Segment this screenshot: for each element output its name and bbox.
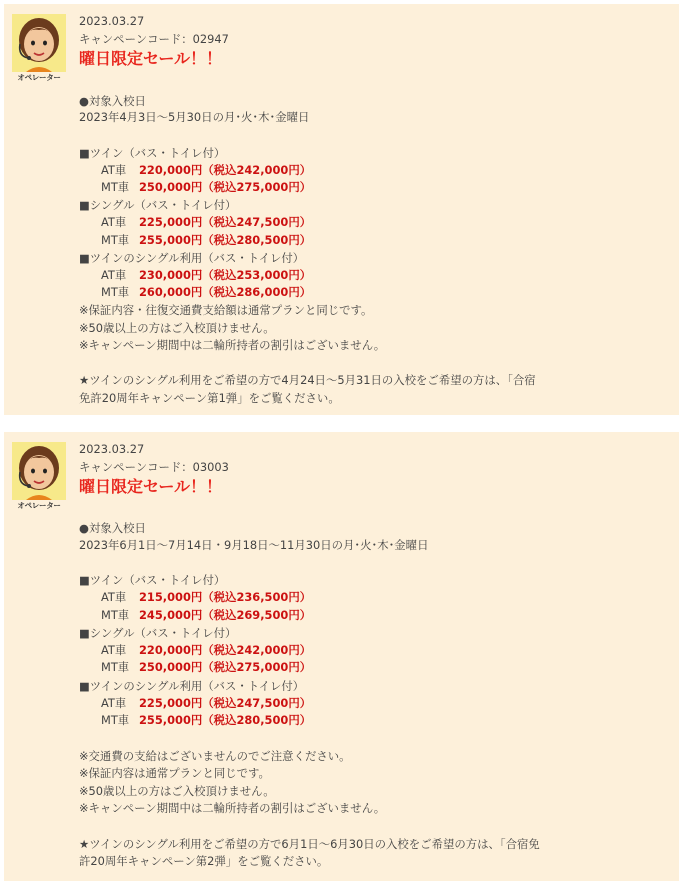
campaign-title: 曜日限定セール！！ xyxy=(79,477,223,496)
price-row xyxy=(101,163,311,177)
operator-face-icon xyxy=(12,14,66,72)
campaign-date: 2023.03.27 xyxy=(79,442,145,456)
car-type: MT車 xyxy=(101,608,130,622)
price-row xyxy=(101,608,311,622)
footer-note: 免許20周年キャンペーン第1弾」をご覧ください。 xyxy=(79,391,340,405)
operator-label: オペレーター xyxy=(17,501,61,510)
price-value: 255,000円（税込280,500円） xyxy=(139,233,312,247)
operator-label: オペレーター xyxy=(17,73,61,82)
price-row xyxy=(101,713,311,727)
car-type: AT車 xyxy=(101,215,127,229)
target-heading: ●対象入校日 xyxy=(79,94,146,108)
price-value: 250,000円（税込275,000円） xyxy=(139,660,312,674)
price-value: 225,000円（税込247,500円） xyxy=(139,696,312,710)
price-row xyxy=(101,268,311,282)
operator-avatar xyxy=(12,14,66,80)
price-row xyxy=(101,180,311,194)
note: ※保証内容・往復交通費支給額は通常プランと同じです。 xyxy=(79,303,373,317)
price-row xyxy=(101,590,311,604)
operator-face-icon xyxy=(12,442,66,500)
footer-note: ★ツインのシングル利用をご希望の方で6月1日～6月30日の入校をご希望の方は、「合宿免 xyxy=(79,837,540,851)
note: ※キャンペーン期間中は二輪所持者の割引はございません。 xyxy=(79,338,386,352)
price-row xyxy=(101,696,311,710)
note: ※交通費の支給はございませんのでご注意ください。 xyxy=(79,749,351,763)
car-type: MT車 xyxy=(101,233,130,247)
plan-name: ■シングル（バス・トイレ付） xyxy=(79,626,237,640)
campaign-date: 2023.03.27 xyxy=(79,14,145,28)
price-value: 225,000円（税込247,500円） xyxy=(139,215,312,229)
car-type: AT車 xyxy=(101,643,127,657)
plan-name: ■ツインのシングル利用（バス・トイレ付） xyxy=(79,251,305,265)
price-value: 220,000円（税込242,000円） xyxy=(139,643,312,657)
target-dates: 2023年4月3日～5月30日の月･火･木･金曜日 xyxy=(79,110,310,124)
price-value: 230,000円（税込253,000円） xyxy=(139,268,312,282)
campaign-title: 曜日限定セール！！ xyxy=(79,49,223,68)
price-value: 245,000円（税込269,500円） xyxy=(139,608,312,622)
car-type: MT車 xyxy=(101,180,130,194)
plan-name: ■シングル（バス・トイレ付） xyxy=(79,198,237,212)
footer-note: 許20周年キャンペーン第2弾」をご覧ください。 xyxy=(79,854,329,868)
car-type: MT車 xyxy=(101,713,130,727)
plan-name: ■ツイン（バス・トイレ付） xyxy=(79,573,226,587)
price-row xyxy=(101,660,311,674)
plan-name: ■ツインのシングル利用（バス・トイレ付） xyxy=(79,679,305,693)
campaign-card xyxy=(4,432,679,881)
price-row xyxy=(101,285,311,299)
price-value: 260,000円（税込286,000円） xyxy=(139,285,312,299)
campaign-card xyxy=(4,4,679,415)
price-value: 255,000円（税込280,500円） xyxy=(139,713,312,727)
car-type: MT車 xyxy=(101,285,130,299)
price-value: 220,000円（税込242,000円） xyxy=(139,163,312,177)
note: ※50歳以上の方はご入校頂けません。 xyxy=(79,784,275,798)
car-type: AT車 xyxy=(101,163,127,177)
campaign-code: キャンペーンコード：03003 xyxy=(79,460,229,474)
car-type: AT車 xyxy=(101,696,127,710)
price-value: 215,000円（税込236,500円） xyxy=(139,590,312,604)
target-heading: ●対象入校日 xyxy=(79,521,146,535)
campaign-code: キャンペーンコード：02947 xyxy=(79,32,229,46)
car-type: MT車 xyxy=(101,660,130,674)
price-row xyxy=(101,233,311,247)
footer-note: ★ツインのシングル利用をご希望の方で4月24日～5月31日の入校をご希望の方は、「合宿 xyxy=(79,373,536,387)
operator-avatar xyxy=(12,442,66,508)
target-dates: 2023年6月1日～7月14日・9月18日～11月30日の月･火･木･金曜日 xyxy=(79,538,429,552)
car-type: AT車 xyxy=(101,590,127,604)
price-value: 250,000円（税込275,000円） xyxy=(139,180,312,194)
price-row xyxy=(101,643,311,657)
note: ※保証内容は通常プランと同じです。 xyxy=(79,766,270,780)
car-type: AT車 xyxy=(101,268,127,282)
price-row xyxy=(101,215,311,229)
plan-name: ■ツイン（バス・トイレ付） xyxy=(79,146,226,160)
note: ※50歳以上の方はご入校頂けません。 xyxy=(79,321,275,335)
note: ※キャンペーン期間中は二輪所持者の割引はございません。 xyxy=(79,801,386,815)
